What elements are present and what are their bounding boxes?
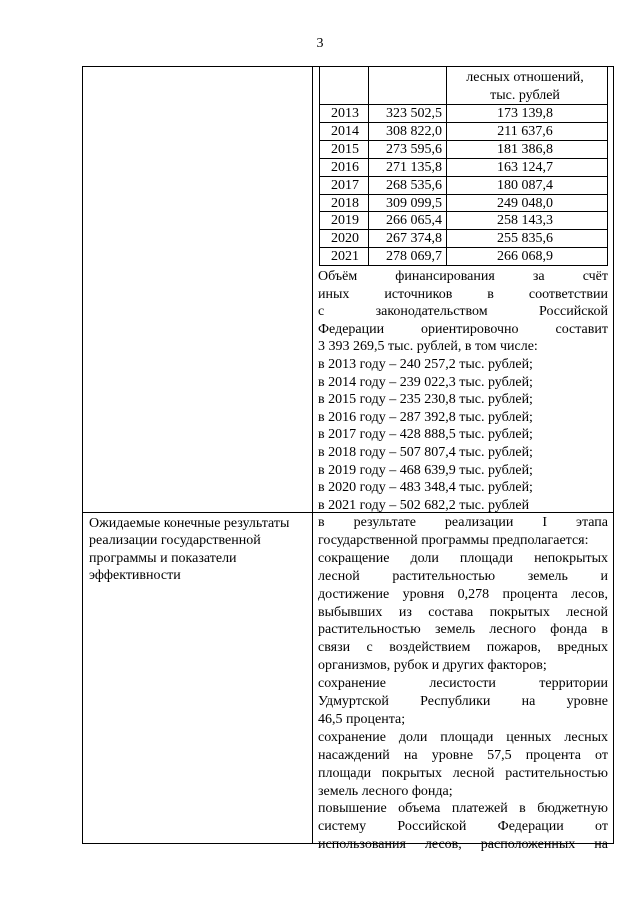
funding-year: 2017	[331, 178, 359, 193]
funding-year: 2021	[331, 249, 359, 264]
results-line: в результате реализации I этапа	[318, 515, 608, 530]
results-line: выбывших из состава покрытых лесной	[318, 605, 608, 620]
funding-year: 2013	[331, 106, 359, 121]
funding-year: 2018	[331, 196, 359, 211]
results-line: использования лесов, расположенных на	[318, 837, 608, 852]
other-sources-line: Объём финансирования за счёт	[318, 269, 608, 284]
funding-total: 268 535,6	[386, 178, 442, 193]
funding-forest: 249 048,0	[497, 196, 553, 211]
results-line: государственной программы предполагается:	[318, 533, 589, 548]
inner-table-col2	[446, 66, 447, 265]
inner-table-left	[319, 66, 320, 265]
other-sources-line: в 2018 году – 507 807,4 тыс. рублей;	[318, 445, 533, 460]
funding-year: 2020	[331, 231, 359, 246]
table-border-right	[613, 66, 614, 844]
results-line: достижение уровня 0,278 процента лесов,	[318, 587, 608, 602]
funding-total: 308 822,0	[386, 124, 442, 139]
results-line: площади покрытых лесной растительностью	[318, 766, 608, 781]
other-sources-line: Федерации ориентировочно составит	[318, 322, 608, 337]
other-sources-line: в 2013 году – 240 257,2 тыс. рублей;	[318, 357, 533, 372]
other-sources-line: с законодательством Российской	[318, 304, 608, 319]
other-sources-line: в 2019 году – 468 639,9 тыс. рублей;	[318, 463, 533, 478]
other-sources-line: в 2017 году – 428 888,5 тыс. рублей;	[318, 427, 533, 442]
funding-total: 273 595,6	[386, 142, 442, 157]
results-line: сохранение доли площади ценных лесных	[318, 730, 608, 745]
table-border-left	[82, 66, 83, 844]
results-line: систему Российской Федерации от	[318, 819, 608, 834]
funding-total: 309 099,5	[386, 196, 442, 211]
results-line: Удмуртской Республики на уровне	[318, 694, 608, 709]
results-line: сокращение доли площади непокрытых	[318, 551, 608, 566]
results-line: лесной растительностью земель и	[318, 569, 608, 584]
funding-forest: 173 139,8	[497, 106, 553, 121]
results-line: повышение объема платежей в бюджетную	[318, 801, 608, 816]
funding-forest: 211 637,6	[497, 124, 553, 139]
other-sources-line: в 2020 году – 483 348,4 тыс. рублей;	[318, 480, 533, 495]
other-sources-line: в 2016 году – 287 392,8 тыс. рублей;	[318, 410, 533, 425]
funding-year: 2014	[331, 124, 359, 139]
funding-forest: 163 124,7	[497, 160, 553, 175]
funding-total: 278 069,7	[386, 249, 442, 264]
results-line: связи с воздействием пожаров, вредных	[318, 640, 608, 655]
funding-total: 271 135,8	[386, 160, 442, 175]
results-line: 46,5 процента;	[318, 712, 406, 727]
table-border-top	[82, 66, 614, 67]
funding-total: 323 502,5	[386, 106, 442, 121]
funding-year: 2015	[331, 142, 359, 157]
results-line: насаждений на уровне 57,5 процента от	[318, 748, 608, 763]
inner-table-right	[607, 66, 608, 265]
funding-total: 266 065,4	[386, 213, 442, 228]
other-sources-line: в 2015 году – 235 230,8 тыс. рублей;	[318, 392, 533, 407]
funding-total: 267 374,8	[386, 231, 442, 246]
results-line: организмов, рубок и других факторов;	[318, 658, 547, 673]
funding-year: 2019	[331, 213, 359, 228]
funding-forest: 255 835,6	[497, 231, 553, 246]
other-sources-line: в 2014 году – 239 022,3 тыс. рублей;	[318, 375, 533, 390]
funding-col-header-line2: тыс. рублей	[490, 88, 560, 103]
results-label: Ожидаемые конечные результаты реализации государственной программы и показатели эффективности	[89, 516, 290, 584]
funding-forest: 266 068,9	[497, 249, 553, 264]
results-line: сохранение лесистости территории	[318, 676, 608, 691]
results-line: земель лесного фонда;	[318, 784, 453, 799]
other-sources-line: 3 393 269,5 тыс. рублей, в том числе:	[318, 339, 538, 354]
funding-forest: 180 087,4	[497, 178, 553, 193]
other-sources-line: в 2021 году – 502 682,2 тыс. рублей	[318, 498, 530, 513]
table-border-middle	[312, 66, 313, 844]
funding-forest: 181 386,8	[497, 142, 553, 157]
funding-year: 2016	[331, 160, 359, 175]
page-number: 3	[316, 36, 324, 51]
other-sources-line: иных источников в соответствии	[318, 287, 608, 302]
funding-col-header-line1: лесных отношений,	[466, 70, 584, 85]
results-line: растительностью земель лесного фонда в	[318, 622, 608, 637]
funding-forest: 258 143,3	[497, 213, 553, 228]
inner-table-row-line	[319, 265, 608, 266]
inner-table-col1	[368, 66, 369, 265]
